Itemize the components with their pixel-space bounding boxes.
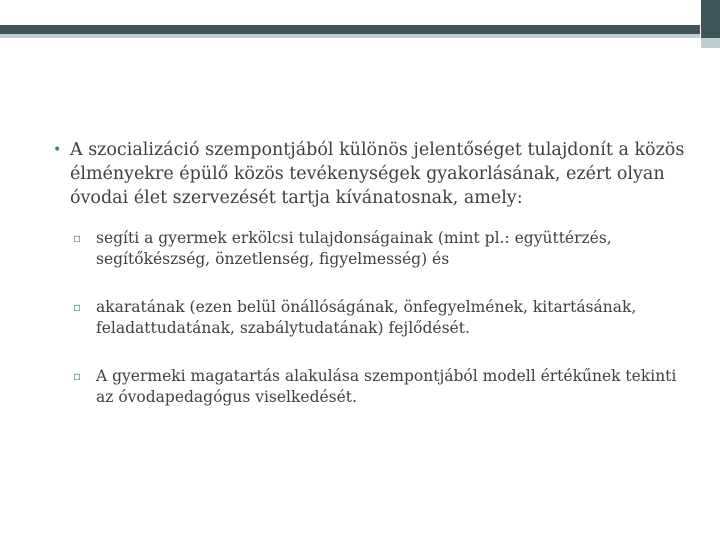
corner-block-dark xyxy=(701,0,720,38)
bullet-icon: • xyxy=(53,142,62,158)
sub-bullet-icon: ▫ xyxy=(73,300,82,314)
main-bullet-item xyxy=(50,138,690,210)
slide-content xyxy=(50,138,690,435)
sub-bullet-item xyxy=(50,297,690,339)
corner-block-light xyxy=(701,38,720,48)
sub-point-text: akaratának (ezen belül önállóságának, önfegyelmének, kitartásának, feladattudatának, szabálytudatának) fejlődését. xyxy=(96,298,637,337)
header-band-light xyxy=(0,34,700,38)
sub-bullet-item xyxy=(50,228,690,270)
sub-bullet-item xyxy=(50,366,690,408)
header-band-dark xyxy=(0,25,700,34)
sub-bullet-icon: ▫ xyxy=(73,369,82,383)
main-point-text: A szocializáció szempontjából különös jelentőséget tulajdonít a közös élményekre épülő közös tevékenységek gyakorlásának, ezért olyan óvodai élet szervezését tartja kívánatosnak, amely: xyxy=(70,140,685,208)
sub-point-text: segíti a gyermek erkölcsi tulajdonságainak (mint pl.: együttérzés, segítőkészség, önzetlenség, figyelmesség) és xyxy=(96,229,612,268)
sub-bullet-icon: ▫ xyxy=(73,231,82,245)
sub-point-text: A gyermeki magatartás alakulása szempontjából modell értékűnek tekinti az óvodapedagógus viselkedését. xyxy=(96,367,677,406)
